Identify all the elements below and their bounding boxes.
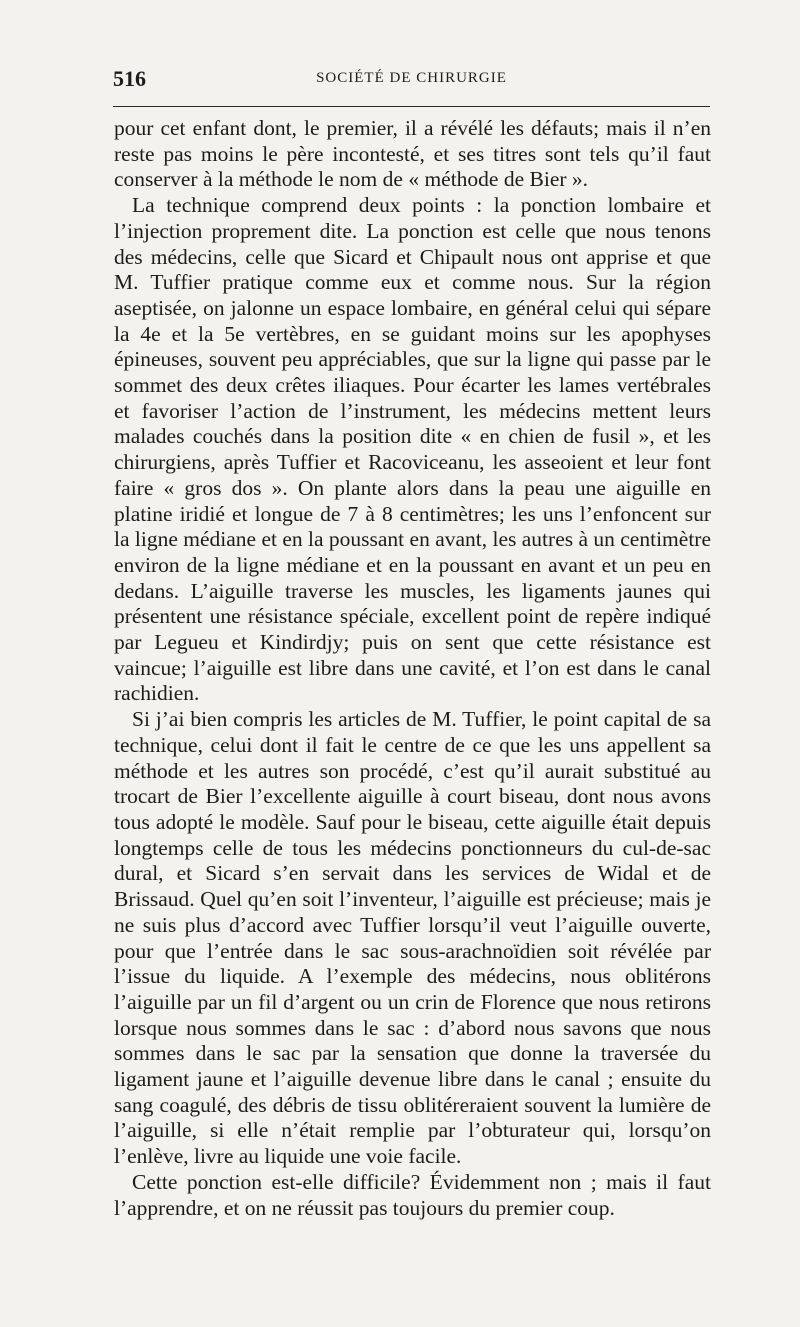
running-head: SOCIÉTÉ DE CHIRURGIE [316,70,507,86]
paragraph: Cette ponction est-elle difficile? Évidemment non ; mais il faut l’apprendre, et on ne réussit pas toujours du premier coup. [114,1169,711,1220]
body-text [114,116,711,1221]
page-header [113,58,710,107]
paragraph: Si j’ai bien compris les articles de M. Tuffier, le point capital de sa technique, celui dont il fait le centre de ce que les uns appellent sa méthode et les autres son procédé, c’est qu’il aurait substitué au trocart de Bier l’excellente aiguille à court biseau, dont nous avons tous adopté le modèle. Sauf pour le biseau, cette aiguille était depuis longtemps celle de tous les médecins ponctionneurs du cul-de-sac dural, et Sicard s’en servait dans les services de Widal et de Brissaud. Quel qu’en soit l’inventeur, l’aiguille est précieuse; mais je ne suis plus d’accord avec Tuffier lorsqu’il veut l’aiguille ouverte, pour que l’entrée dans le sac sous-arachnoïdien soit révélée par l’issue du liquide. A l’exemple des médecins, nous oblitérons l’aiguille par un fil d’argent ou un crin de Florence que nous retirons lorsque nous sommes dans le sac : d’abord nous savons que nous sommes dans le sac par la sensation que donne la traversée du ligament jaune et l’aiguille devenue libre dans le canal ; ensuite du sang coagulé, des débris de tissu oblitéreraient souvent la lumière de l’aiguille, si elle n’était remplie par l’obturateur qui, lorsqu’on l’enlève, livre au liquide une voie facile. [114,707,711,1169]
paragraph: La technique comprend deux points : la ponction lombaire et l’injection proprement dite. La ponction est celle que nous tenons des médecins, celle que Sicard et Chipault nous ont apprise et que M. Tuffier pratique comme eux et comme nous. Sur la région aseptisée, on jalonne un espace lombaire, en général celui qui sépare la 4e et la 5e vertèbres, en se guidant moins sur les apophyses épineuses, souvent peu appréciables, que sur la ligne qui passe par le sommet des deux crêtes iliaques. Pour écarter les lames vertébrales et favoriser l’action de l’instrument, les médecins mettent leurs malades couchés dans la position dite « en chien de fusil », et les chirurgiens, après Tuffier et Racoviceanu, les asseoient et leur font faire « gros dos ». On plante alors dans la peau une aiguille en platine iridié et longue de 7 à 8 centimètres; les uns l’enfoncent sur la ligne médiane et en la poussant en avant, les autres à un centimètre environ de la ligne médiane et en la poussant en avant et un peu en dedans. L’aiguille traverse les muscles, les ligaments jaunes qui présentent une résistance spéciale, excellent point de repère indiqué par Legueu et Kindirdjy; puis on sent que cette résistance est vaincue; l’aiguille est libre dans une cavité, et l’on est dans le canal rachidien. [114,193,711,706]
paragraph: pour cet enfant dont, le premier, il a révélé les défauts; mais il n’en reste pas moins le père incontesté, et ses titres sont tels qu’il faut conserver à la méthode le nom de « méthode de Bier ». [114,116,711,192]
page-number: 516 [113,66,146,91]
